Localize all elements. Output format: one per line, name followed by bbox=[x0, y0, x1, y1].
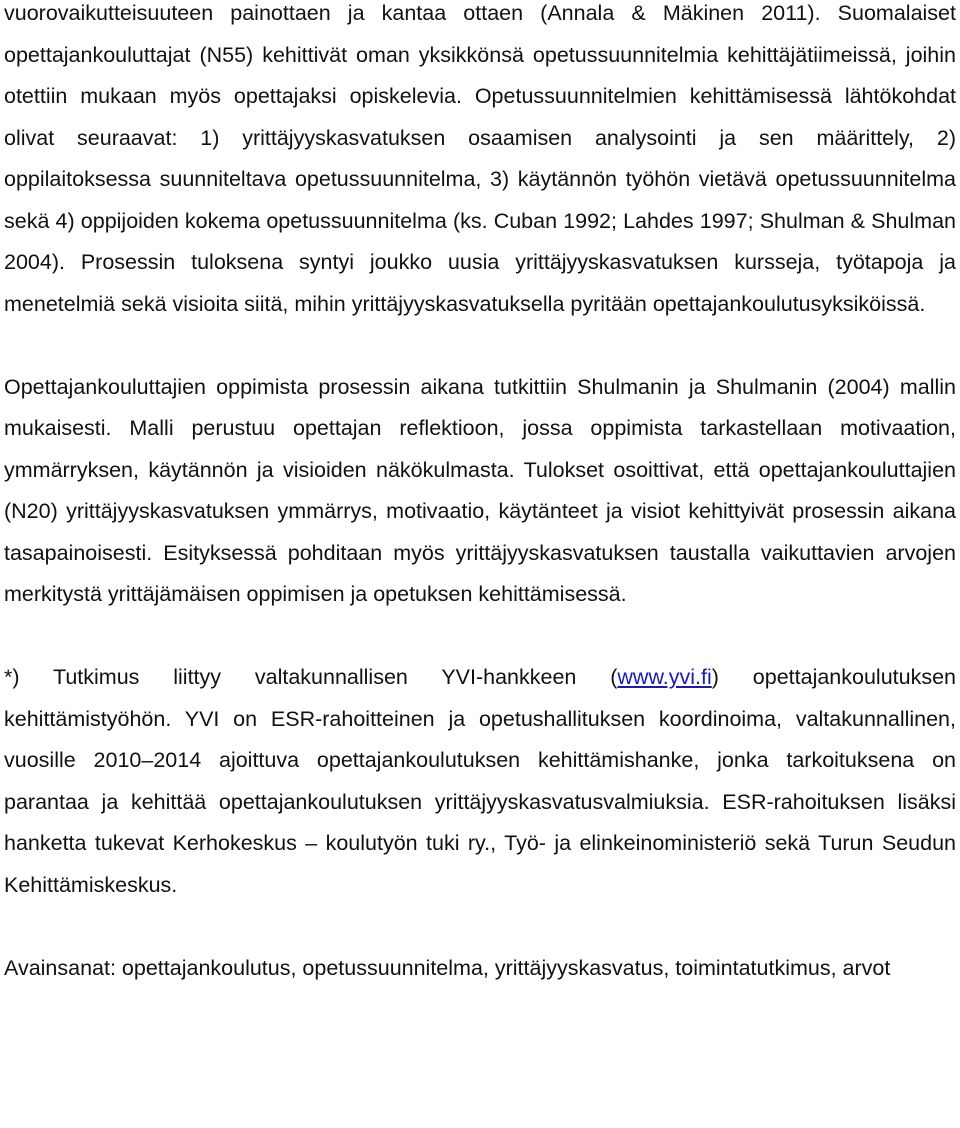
footnote-paragraph bbox=[4, 657, 956, 906]
paragraph-spacer bbox=[4, 906, 956, 948]
body-paragraph-1: vuorovaikutteisuuteen painottaen ja kantaa ottaen (Annala & Mäkinen 2011). Suomalaiset opettajankouluttajat (N55) kehittivät oman yksikkönsä opetussuunnitelmia kehittäjätiimeissä, joihin otettiin mukaan myös opettajaksi opiskelevia. Opetussuunnitelmien kehittämisessä lähtökohdat olivat seuraavat: 1) yrittäjyyskasvatuksen osaamisen analysointi ja sen määrittely, 2) oppilaitoksessa suunniteltava opetussuunnitelma, 3) käytännön työhön vietävä opetussuunnitelma sekä 4) oppijoiden kokema opetussuunnitelma (ks. Cuban 1992; Lahdes 1997; Shulman & Shulman 2004). Prosessin tuloksena syntyi joukko uusia yrittäjyyskasvatuksen kursseja, työtapoja ja menetelmiä sekä visioita siitä, mihin yrittäjyyskasvatuksella pyritään opettajankoulutusyksiköissä. bbox=[4, 1, 956, 316]
paragraph-spacer bbox=[4, 616, 956, 658]
footnote-text-end: ) opettajankoulutuksen kehittämistyöhön. YVI on ESR-rahoitteinen ja opetushallituksen koordinoima, valtakunnallinen, vuosille 2010–2014 ajoittuva opettajankoulutuksen kehittämishanke, jonka tarkoituksena on parantaa ja kehittää opettajankoulutuksen yrittäjyyskasvatusvalmiuksia. ESR-rahoituksen lisäksi hanketta tukevat Kerhokeskus – koulutyön tuki ry., Työ- ja elinkeinoministeriö sekä Turun Seudun Kehittämiskeskus. bbox=[4, 665, 957, 897]
body-paragraph-2: Opettajankouluttajien oppimista prosessin aikana tutkittiin Shulmanin ja Shulmanin (2004) mallin mukaisesti. Malli perustuu opettajan reflektioon, jossa oppimista tarkastellaan motivaation, ymmärryksen, käytännön ja visioiden näkökulmasta. Tulokset osoittivat, että opettajankouluttajien (N20) yrittäjyyskasvatuksen ymmärrys, motivaatio, käytänteet ja visiot kehittyivät prosessin aikana tasapainoisesti. Esityksessä pohditaan myös yrittäjyyskasvatuksen taustalla vaikuttavien arvojen merkitystä yrittäjämäisen oppimisen ja opetuksen kehittämisessä. bbox=[4, 374, 956, 606]
yvi-website-link[interactable]: www.yvi.fi bbox=[617, 665, 712, 689]
footnote-text-start: *) Tutkimus liittyy valtakunnallisen YVI-hankkeen ( bbox=[4, 665, 618, 689]
document-page bbox=[4, 0, 956, 989]
keywords-paragraph: Avainsanat: opettajankoulutus, opetussuunnitelma, yrittäjyyskasvatus, toimintatutkimus, arvot bbox=[4, 955, 891, 980]
paragraph-spacer bbox=[4, 325, 956, 367]
